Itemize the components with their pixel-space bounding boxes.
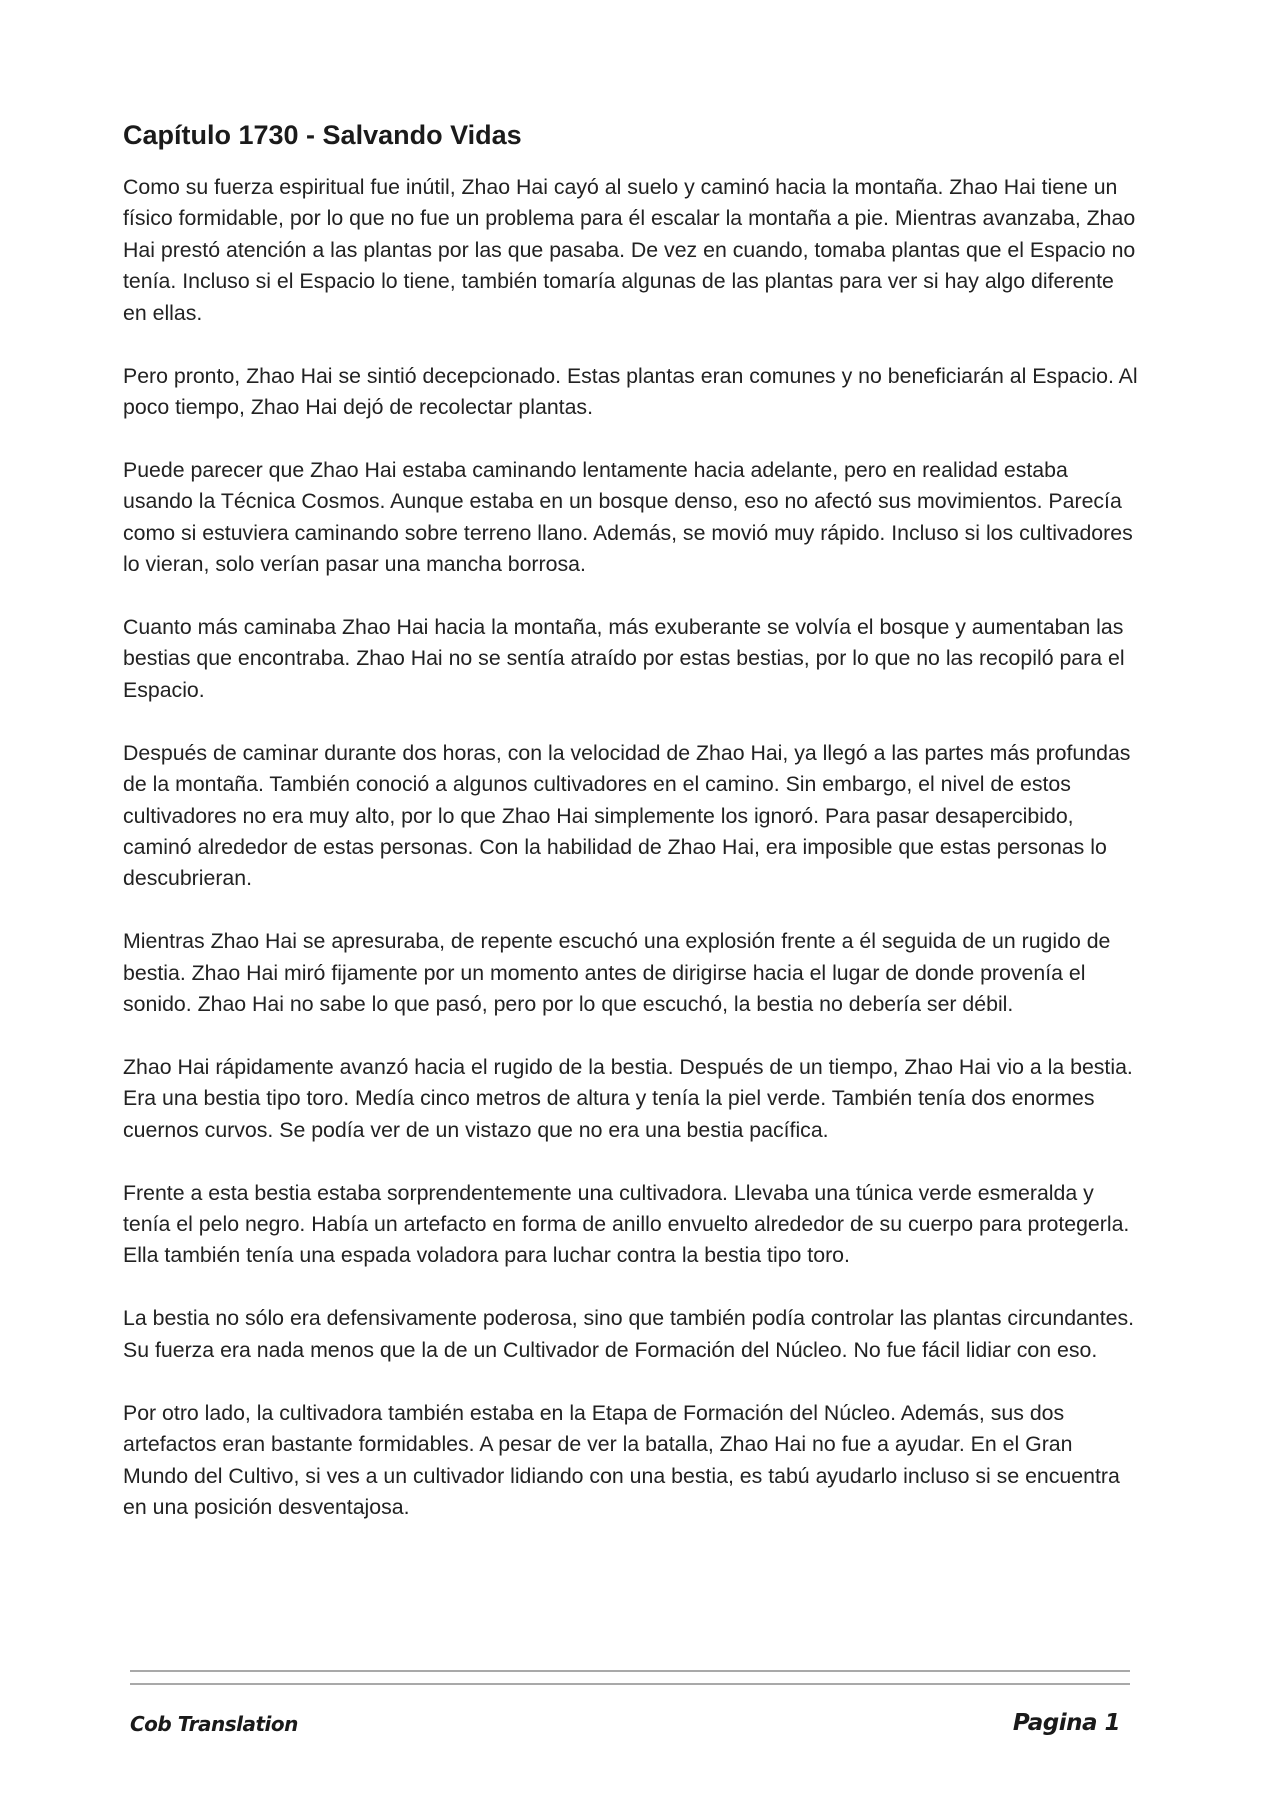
- paragraph-7: Zhao Hai rápidamente avanzó hacia el rugido de la bestia. Después de un tiempo, Zhao Hai vio a la bestia. Era una bestia tipo toro. Medía cinco metros de altura y tenía la piel verde. También tenía dos enormes cuernos curvos. Se podía ver de un vistazo que no era una bestia pacífica.: [123, 1054, 1133, 1142]
- paragraph-8: Frente a esta bestia estaba sorprendentemente una cultivadora. Llevaba una túnica verde esmeralda y tenía el pelo negro. Había un artefacto en forma de anillo envuelto alrededor de su cuerpo para protegerla. Ella también tenía una espada voladora para luchar contra la bestia tipo toro.: [123, 1180, 1130, 1268]
- paragraph-6: Mientras Zhao Hai se apresuraba, de repente escuchó una explosión frente a él seguida de un rugido de bestia. Zhao Hai miró fijamente por un momento antes de dirigirse hacia el lugar de donde provenía el sonido. Zhao Hai no sabe lo que pasó, pero por lo que escuchó, la bestia no debería ser débil.: [123, 929, 1111, 1017]
- paragraph-2: Pero pronto, Zhao Hai se sintió decepcionado. Estas plantas eran comunes y no beneficiarán al Espacio. Al poco tiempo, Zhao Hai dejó de recolectar plantas.: [123, 363, 1138, 419]
- footer-translator-credit: Cob Translation: [130, 1712, 298, 1736]
- paragraph-3: Puede parecer que Zhao Hai estaba caminando lentamente hacia adelante, pero en realidad estaba usando la Técnica Cosmos. Aunque estaba en un bosque denso, eso no afectó sus movimientos. Parecía como si estuviera caminando sobre terreno llano. Además, se movió muy rápido. Incluso si los cultivadores lo vieran, solo verían pasar una mancha borrosa.: [123, 457, 1133, 577]
- footer-rule-top: [130, 1670, 1130, 1672]
- footer-rule-bottom: [130, 1683, 1130, 1685]
- chapter-title: Capítulo 1730 - Salvando Vidas: [123, 120, 522, 150]
- paragraph-1: Como su fuerza espiritual fue inútil, Zhao Hai cayó al suelo y caminó hacia la montaña. Zhao Hai tiene un físico formidable, por lo que no fue un problema para él escalar la montaña a pie. Mientras avanzaba, Zhao Hai prestó atención a las plantas por las que pasaba. De vez en cuando, tomaba plantas que el Espacio no tenía. Incluso si el Espacio lo tiene, también tomaría algunas de las plantas para ver si hay algo diferente en ellas.: [123, 175, 1136, 325]
- footer-page-number: Pagina 1: [1012, 1710, 1120, 1736]
- paragraph-4: Cuanto más caminaba Zhao Hai hacia la montaña, más exuberante se volvía el bosque y aumentaban las bestias que encontraba. Zhao Hai no se sentía atraído por estas bestias, por lo que no las recopiló para el Espacio.: [123, 614, 1125, 702]
- paragraph-5: Después de caminar durante dos horas, con la velocidad de Zhao Hai, ya llegó a las partes más profundas de la montaña. También conoció a algunos cultivadores en el camino. Sin embargo, el nivel de estos cultivadores no era muy alto, por lo que Zhao Hai simplemente los ignoró. Para pasar desapercibido, caminó alrededor de estas personas. Con la habilidad de Zhao Hai, era imposible que estas personas lo descubrieran.: [123, 740, 1131, 891]
- footer-divider: [130, 1670, 1130, 1696]
- page-footer: [130, 1712, 1120, 1746]
- paragraph-9: La bestia no sólo era defensivamente poderosa, sino que también podía controlar las plantas circundantes. Su fuerza era nada menos que la de un Cultivador de Formación del Núcleo. No fue fácil lidiar con eso.: [123, 1306, 1135, 1362]
- document-body: [123, 118, 1143, 1555]
- paragraph-10: Por otro lado, la cultivadora también estaba en la Etapa de Formación del Núcleo. Además, sus dos artefactos eran bastante formidables. A pesar de ver la batalla, Zhao Hai no fue a ayudar. En el Gran Mundo del Cultivo, si ves a un cultivador lidiando con una bestia, es tabú ayudarlo incluso si se encuentra en una posición desventajosa.: [123, 1400, 1120, 1519]
